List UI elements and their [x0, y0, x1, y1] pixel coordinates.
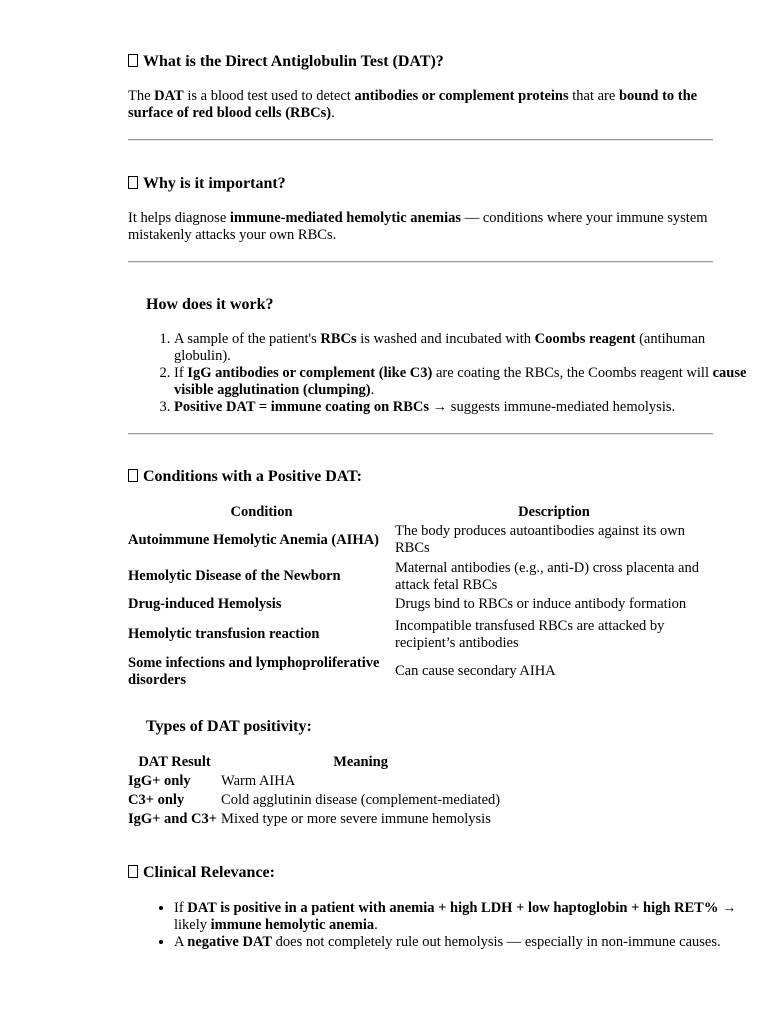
- section-heading-how-it-works: How does it work?: [146, 296, 274, 313]
- list-item: 3. Positive DAT = immune coating on RBCs → suggests immune-mediated hemolysis.: [174, 399, 759, 416]
- table-row: IgG+ and C3+ Mixed type or more severe immune hemolysis: [128, 811, 491, 827]
- list-item: 2. If IgG antibodies or complement (like C3) are coating the RBCs, the Coombs reagent will cause visible agglutination (clumping).: [174, 365, 759, 399]
- section-divider: [128, 433, 713, 435]
- list-item: 1. A sample of the patient's RBCs is washed and incubated with Coombs reagent (antihuman globulin).: [174, 331, 759, 365]
- dat-types-table: [128, 753, 500, 829]
- table-row: Some infections and lymphoproliferative disorders Can cause secondary AIHA: [128, 654, 556, 688]
- section-heading-what-is-dat: What is the Direct Antiglobulin Test (DAT)?: [128, 52, 444, 72]
- how-it-works-steps: [128, 331, 759, 416]
- table-row: Autoimmune Hemolytic Anemia (AIHA) The body produces autoantibodies against its own RBCs: [128, 523, 685, 556]
- table-header-description: Description: [518, 504, 590, 520]
- table-row: Hemolytic transfusion reaction Incompatible transfused RBCs are attacked by recipient’s antibodies: [128, 617, 665, 651]
- table-header-meaning: Meaning: [333, 754, 388, 770]
- section-heading-types: Types of DAT positivity:: [146, 718, 312, 735]
- importance-paragraph: It helps diagnose immune-mediated hemolytic anemias — conditions where your immune system mistakenly attacks your own RBCs.: [128, 210, 708, 243]
- clinical-relevance-list: [128, 900, 759, 951]
- table-header-condition: Condition: [230, 504, 293, 520]
- list-item: • If DAT is positive in a patient with anemia + high LDH + low haptoglobin + high RET% → likely immune hemolytic anemia.: [174, 900, 759, 934]
- table-header-dat-result: DAT Result: [138, 754, 211, 770]
- section-heading-conditions: Conditions with a Positive DAT:: [128, 467, 362, 487]
- list-item: • A negative DAT does not completely rule out hemolysis — especially in non-immune causes.: [174, 934, 759, 951]
- table-row: IgG+ only Warm AIHA: [128, 773, 296, 789]
- box-glyph-icon: [128, 469, 138, 482]
- table-row: Drug-induced Hemolysis Drugs bind to RBCs or induce antibody formation: [128, 595, 687, 612]
- table-row: Hemolytic Disease of the Newborn Maternal antibodies (e.g., anti-D) cross placenta and attack fetal RBCs: [128, 559, 699, 593]
- table-row: C3+ only Cold agglutinin disease (complement-mediated): [128, 792, 501, 808]
- conditions-table: [128, 504, 713, 690]
- section-heading-why-important: Why is it important?: [128, 174, 286, 194]
- section-divider: [128, 139, 713, 141]
- dat-definition-paragraph: The DAT is a blood test used to detect antibodies or complement proteins that are bound to the surface of red blood cells (RBCs).: [128, 88, 698, 121]
- section-heading-clinical-relevance: Clinical Relevance:: [128, 863, 275, 883]
- box-glyph-icon: [128, 865, 138, 878]
- section-divider: [128, 261, 713, 263]
- box-glyph-icon: [128, 176, 138, 189]
- box-glyph-icon: [128, 54, 138, 67]
